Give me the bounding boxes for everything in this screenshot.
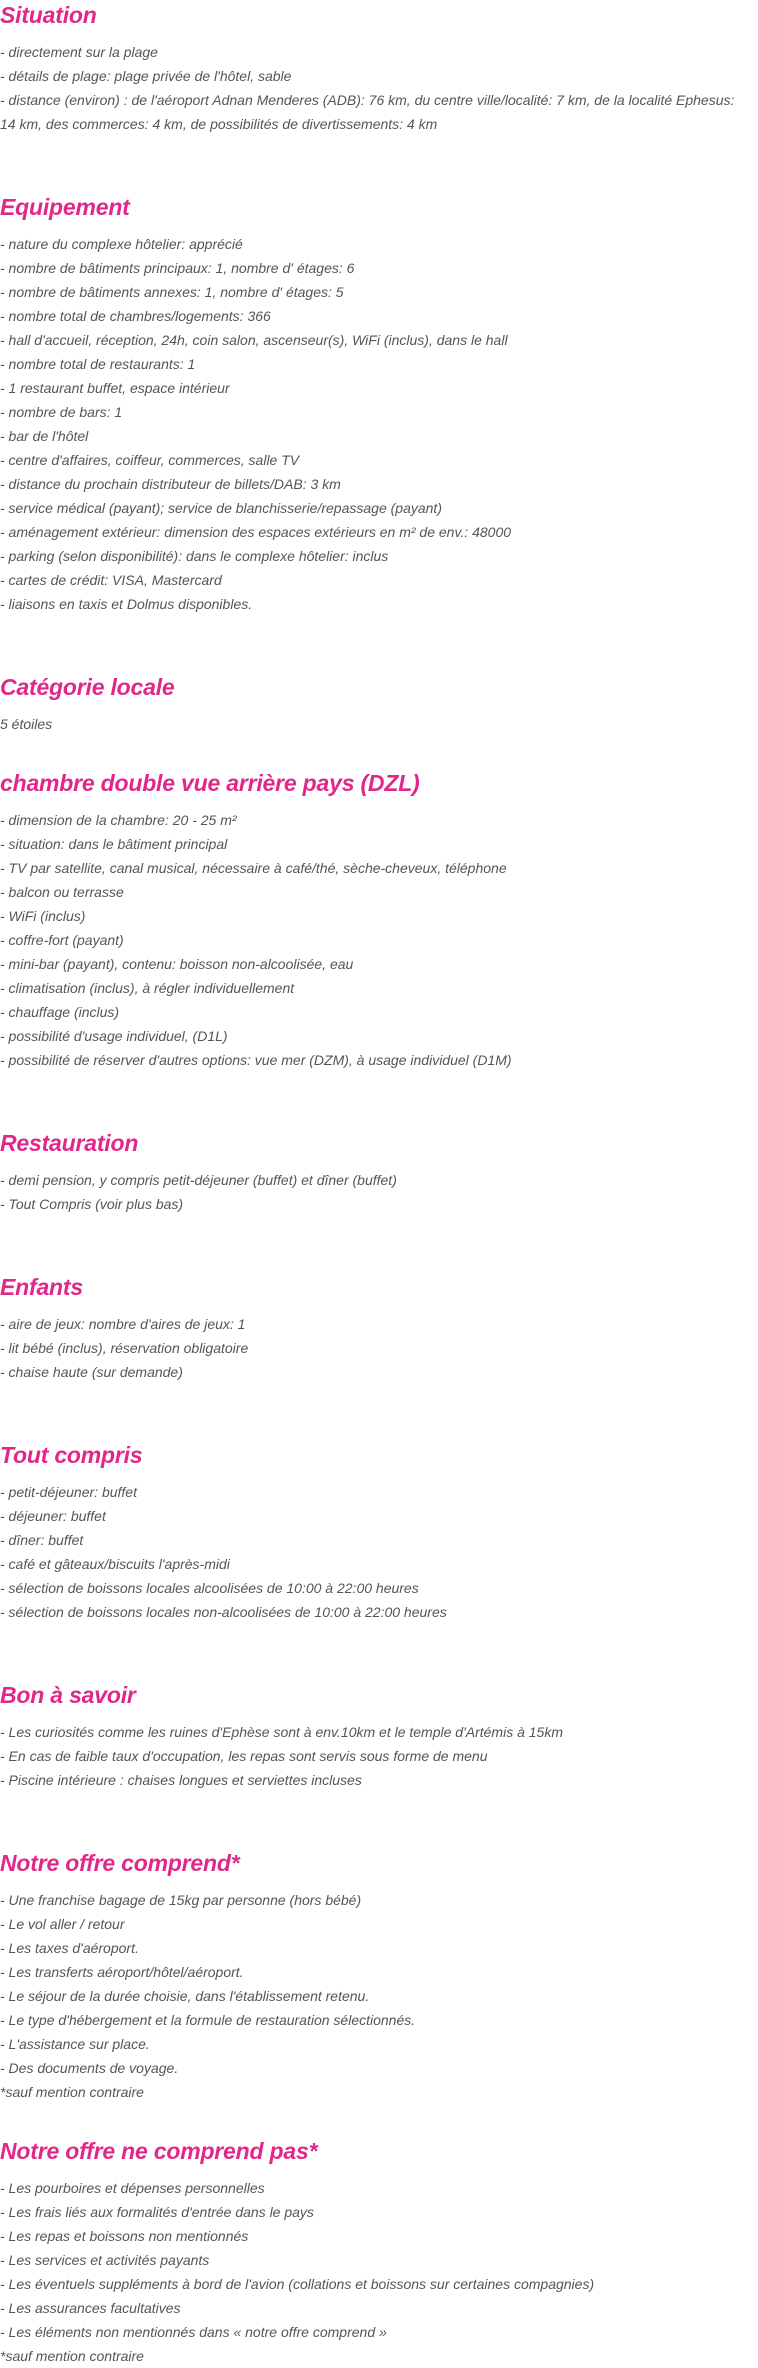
list-item: - Les assurances facultatives	[0, 2300, 181, 2316]
list-item: - mini-bar (payant), contenu: boisson non-alcoolisée, eau	[0, 956, 354, 972]
section-body	[0, 1312, 758, 1384]
list-item: - aménagement extérieur: dimension des espaces extérieurs en m² de env.: 48000	[0, 524, 512, 540]
list-item: - dîner: buffet	[0, 1532, 84, 1548]
section-heading: Situation	[0, 2, 97, 28]
section-body	[0, 232, 758, 616]
section-body	[0, 1720, 758, 1792]
list-item: - Le type d'hébergement et la formule de restauration sélectionnés.	[0, 2012, 416, 2028]
list-item: - nombre total de restaurants: 1	[0, 356, 196, 372]
section-situation	[0, 0, 758, 136]
list-item: - 1 restaurant buffet, espace intérieur	[0, 380, 230, 396]
section-body	[0, 712, 758, 736]
section-body	[0, 1888, 758, 2104]
section-categorie-locale	[0, 672, 758, 736]
list-item: 5 étoiles	[0, 716, 53, 732]
list-item: - TV par satellite, canal musical, nécessaire à café/thé, sèche-cheveux, téléphone	[0, 860, 507, 876]
list-item: - Piscine intérieure : chaises longues et serviettes incluses	[0, 1772, 362, 1788]
list-item: - Des documents de voyage.	[0, 2060, 179, 2076]
list-item: - nombre total de chambres/logements: 366	[0, 308, 271, 324]
section-offre-ne-comprend-pas	[0, 2136, 758, 2368]
list-item: - chaise haute (sur demande)	[0, 1364, 183, 1380]
list-item: - possibilité de réserver d'autres options: vue mer (DZM), à usage individuel (D1M)	[0, 1052, 512, 1068]
list-item: - Les pourboires et dépenses personnelles	[0, 2180, 265, 2196]
section-heading: Enfants	[0, 1274, 83, 1300]
list-item: - distance du prochain distributeur de billets/DAB: 3 km	[0, 476, 341, 492]
section-body	[0, 808, 758, 1072]
list-item: - nombre de bars: 1	[0, 404, 123, 420]
section-heading: Bon à savoir	[0, 1682, 136, 1708]
section-body	[0, 1168, 758, 1216]
list-item: - nombre de bâtiments principaux: 1, nombre d' étages: 6	[0, 260, 355, 276]
section-equipement	[0, 192, 758, 616]
list-item: - liaisons en taxis et Dolmus disponibles.	[0, 596, 253, 612]
list-item: - déjeuner: buffet	[0, 1508, 106, 1524]
section-bon-a-savoir	[0, 1680, 758, 1792]
section-offre-comprend	[0, 1848, 758, 2104]
list-item: - WiFi (inclus)	[0, 908, 86, 924]
list-item: - Tout Compris (voir plus bas)	[0, 1196, 184, 1212]
section-chambre	[0, 768, 758, 1072]
list-item: - Les transferts aéroport/hôtel/aéroport.	[0, 1964, 244, 1980]
section-heading: Notre offre ne comprend pas*	[0, 2138, 318, 2164]
list-item: - détails de plage: plage privée de l'hôtel, sable	[0, 68, 292, 84]
list-item: - balcon ou terrasse	[0, 884, 124, 900]
list-item: - Une franchise bagage de 15kg par personne (hors bébé)	[0, 1892, 362, 1908]
list-item: - possibilité d'usage individuel, (D1L)	[0, 1028, 228, 1044]
list-item: - situation: dans le bâtiment principal	[0, 836, 228, 852]
list-item: - demi pension, y compris petit-déjeuner (buffet) et dîner (buffet)	[0, 1172, 397, 1188]
list-item: - nature du complexe hôtelier: apprécié	[0, 236, 243, 252]
list-item: - centre d'affaires, coiffeur, commerces, salle TV	[0, 452, 300, 468]
list-item: - cartes de crédit: VISA, Mastercard	[0, 572, 222, 588]
section-heading: chambre double vue arrière pays (DZL)	[0, 770, 420, 796]
list-item: - lit bébé (inclus), réservation obligatoire	[0, 1340, 249, 1356]
list-item: - Les repas et boissons non mentionnés	[0, 2228, 249, 2244]
section-tout-compris	[0, 1440, 758, 1624]
section-enfants	[0, 1272, 758, 1384]
list-item: - sélection de boissons locales non-alcoolisées de 10:00 à 22:00 heures	[0, 1604, 447, 1620]
section-heading: Catégorie locale	[0, 674, 175, 700]
list-item: - parking (selon disponibilité): dans le complexe hôtelier: inclus	[0, 548, 389, 564]
section-heading: Equipement	[0, 194, 130, 220]
list-item: - service médical (payant); service de blanchisserie/repassage (payant)	[0, 500, 442, 516]
list-item: - climatisation (inclus), à régler individuellement	[0, 980, 295, 996]
list-item: - dimension de la chambre: 20 - 25 m²	[0, 812, 237, 828]
list-item: - Les éventuels suppléments à bord de l'avion (collations et boissons sur certaines compagnies)	[0, 2276, 595, 2292]
section-body	[0, 2176, 758, 2368]
section-body	[0, 1480, 758, 1624]
list-item: - Le vol aller / retour	[0, 1916, 125, 1932]
section-body	[0, 40, 758, 136]
list-item: - Les taxes d'aéroport.	[0, 1940, 139, 1956]
list-item: - Les curiosités comme les ruines d'Ephèse sont à env.10km et le temple d'Artémis à 15km	[0, 1724, 564, 1740]
section-restauration	[0, 1128, 758, 1216]
list-item: - chauffage (inclus)	[0, 1004, 120, 1020]
footnote: *sauf mention contraire	[0, 2084, 144, 2100]
list-item: - coffre-fort (payant)	[0, 932, 124, 948]
section-heading: Restauration	[0, 1130, 139, 1156]
list-item: - En cas de faible taux d'occupation, les repas sont servis sous forme de menu	[0, 1748, 488, 1764]
list-item: - bar de l'hôtel	[0, 428, 89, 444]
list-item: - Le séjour de la durée choisie, dans l'établissement retenu.	[0, 1988, 370, 2004]
section-heading: Notre offre comprend*	[0, 1850, 240, 1876]
list-item: - café et gâteaux/biscuits l'après-midi	[0, 1556, 230, 1572]
list-item: - L'assistance sur place.	[0, 2036, 150, 2052]
section-heading: Tout compris	[0, 1442, 143, 1468]
footnote: *sauf mention contraire	[0, 2348, 144, 2364]
list-item: - petit-déjeuner: buffet	[0, 1484, 137, 1500]
list-item: - Les éléments non mentionnés dans « notre offre comprend »	[0, 2324, 387, 2340]
list-item: - Les frais liés aux formalités d'entrée dans le pays	[0, 2204, 314, 2220]
list-item: - hall d'accueil, réception, 24h, coin salon, ascenseur(s), WiFi (inclus), dans le hall	[0, 332, 508, 348]
list-item: - distance (environ) : de l'aéroport Adnan Menderes (ADB): 76 km, du centre ville/localité: 7 km, de la localité Ephesus: 14 km, des commerces: 4 km, de possibilités de divertissements: 4 km	[0, 92, 735, 132]
list-item: - directement sur la plage	[0, 44, 158, 60]
list-item: - nombre de bâtiments annexes: 1, nombre d' étages: 5	[0, 284, 344, 300]
list-item: - sélection de boissons locales alcoolisées de 10:00 à 22:00 heures	[0, 1580, 419, 1596]
list-item: - Les services et activités payants	[0, 2252, 210, 2268]
list-item: - aire de jeux: nombre d'aires de jeux: 1	[0, 1316, 246, 1332]
